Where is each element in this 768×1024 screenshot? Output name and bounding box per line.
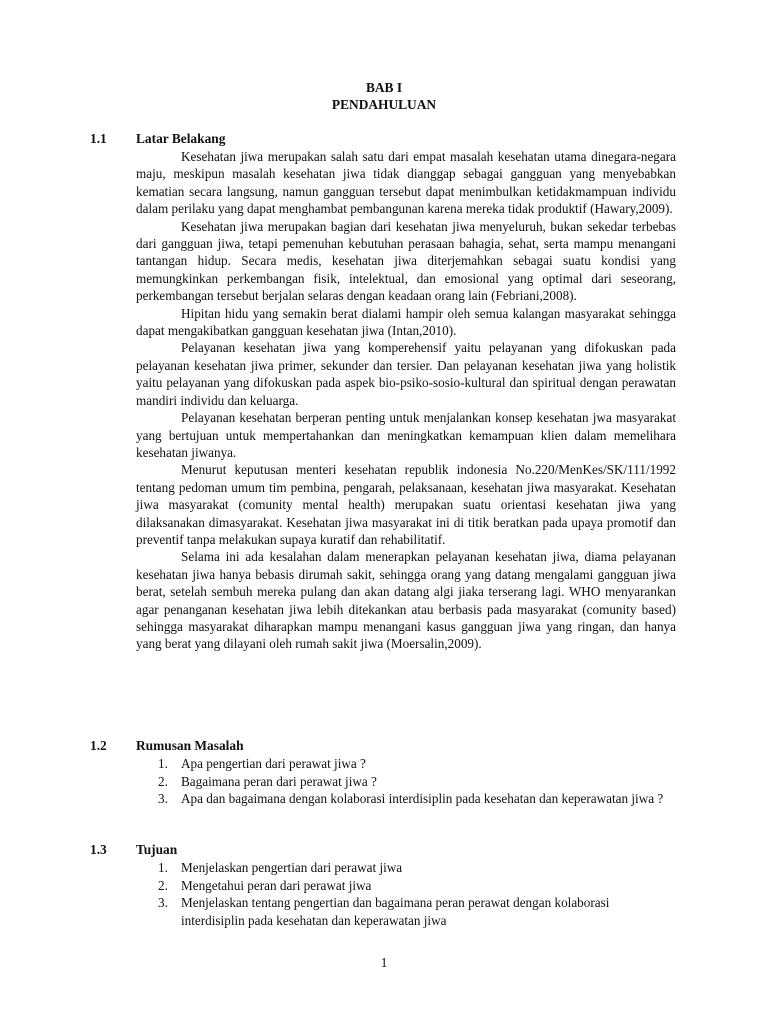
list-number: 2.: [158, 877, 168, 893]
section-heading: Tujuan: [136, 842, 178, 857]
list-text: Mengetahui peran dari perawat jiwa: [181, 877, 372, 893]
list-text: Apa pengertian dari perawat jiwa ?: [181, 756, 366, 771]
chapter-label: BAB I: [365, 80, 403, 95]
paragraph: Pelayanan kesehatan jiwa yang komperehensif yaitu pelayanan yang difokuskan pada pelayanan kesehatan jiwa primer, sekunder dan tersier. Dan pelayanan kesehatan jiwa yang holistik yaitu pelayanan yang difokuskan pada aspek bio-psiko-sosio-kultural dan spiritual dengan perawatan mandiri individu dan keluarga.: [136, 340, 676, 408]
paragraph: Pelayanan kesehatan berperan penting untuk menjalankan konsep kesehatan jwa masyarakat yang bertujuan untuk mempertahankan dan meningkatkan kemampuan klien dalam memelihara kesehatan jiwanya.: [136, 410, 676, 460]
list-item: [136, 859, 676, 877]
list-item: [136, 877, 676, 895]
list-text: Bagaimana peran dari perawat jiwa ?: [181, 773, 377, 789]
list-text: Apa dan bagaimana dengan kolaborasi interdisiplin pada kesehatan dan keperawatan jiwa ?: [181, 791, 664, 807]
page-number: 1: [380, 955, 388, 970]
rumusan-masalah-list: [136, 755, 676, 808]
list-text: Menjelaskan pengertian dari perawat jiwa: [181, 860, 403, 875]
list-number: 3.: [158, 791, 168, 807]
list-item: [136, 773, 676, 791]
list-number: 1.: [158, 860, 168, 875]
paragraph: Kesehatan jiwa merupakan bagian dari kesehatan jiwa menyeluruh, bukan sekedar terbebas dari gangguan jiwa, tetapi pemenuhan kebutuhan perasaan bahagia, sehat, serta mampu menangani tantangan hidup. Secara medis, kesehatan jiwa diterjemahkan sebagai suatu kondisi yang memungkinkan perkembangan fisik, intelektual, dan emosional yang optimal dari seseorang, perkembangan tersebut berjalan selaras dengan keadaan orang lain (Febriani,2008).: [136, 218, 676, 304]
list-number: 2.: [158, 773, 168, 789]
section-heading: Latar Belakang: [136, 131, 226, 146]
section-number: 1.1: [90, 131, 107, 146]
list-number: 3.: [158, 895, 168, 911]
paragraph: Kesehatan jiwa merupakan salah satu dari empat masalah kesehatan utama dinegara-negara maju, meskipun masalah kesehatan jiwa tidak dianggap sebagai gangguan yang menyebabkan kematian secara langsung, namun gangguan tersebut dapat menimbulkan ketidakmampuan individu dalam perilaku yang dapat menghambat pembangunan karena mereka tidak produktif (Hawary,2009).: [136, 149, 676, 217]
paragraph: Menurut keputusan menteri kesehatan republik indonesia No.220/MenKes/SK/111/1992 tentang pedoman umum tim pembina, pengarah, pelaksanaan, kesehatan jiwa masyarakat. Kesehatan jiwa masyarakat (comunity mental health) merupakan suatu orientasi kesehatan jiwa yang dilaksanakan dimasyarakat. Kesehatan jiwa masyarakat ini di titik beratkan pada upaya promotif dan preventif tanpa melakukan supaya kuratif dan rehabilitatif.: [136, 462, 676, 547]
chapter-title: PENDAHULUAN: [331, 97, 437, 112]
list-text: Menjelaskan tentang pengertian dan bagaimana peran perawat dengan kolaborasi interdisiplin pada kesehatan dan keperawatan jiwa: [181, 895, 610, 928]
section-number: 1.3: [90, 842, 107, 857]
list-item: [136, 790, 676, 808]
list-item: [136, 755, 676, 773]
list-item: [136, 894, 676, 929]
paragraph: Hipitan hidu yang semakin berat dialami hampir oleh semua kalangan masyarakat sehingga dapat mengakibatkan gangguan kesehatan jiwa (Intan,2010).: [136, 305, 676, 339]
section-number: 1.2: [90, 738, 107, 753]
section-heading: Rumusan Masalah: [136, 738, 244, 753]
paragraph: Selama ini ada kesalahan dalam menerapkan pelayanan kesehatan jiwa, diama pelayanan kesehatan jiwa hanya bebasis dirumah sakit, sehingga orang yang datang mengalami gangguan jiwa berat, setelah sembuh mereka pulang dan akan datang algi jiaka terserang lagi. WHO menyarankan agar penanganan kesehatan jiwa lebih ditekankan atau berbasis pada masyarakat (comunity based) sehingga masyarakat diharapkan mampu menangani kasus gangguan jiwa yang ringan, dan hanya yang berat yang dilayani oleh rumah sakit jiwa (Moersalin,2009).: [136, 549, 676, 652]
section-body-latar-belakang: [136, 148, 676, 653]
list-number: 1.: [158, 756, 168, 771]
tujuan-list: [136, 859, 676, 929]
